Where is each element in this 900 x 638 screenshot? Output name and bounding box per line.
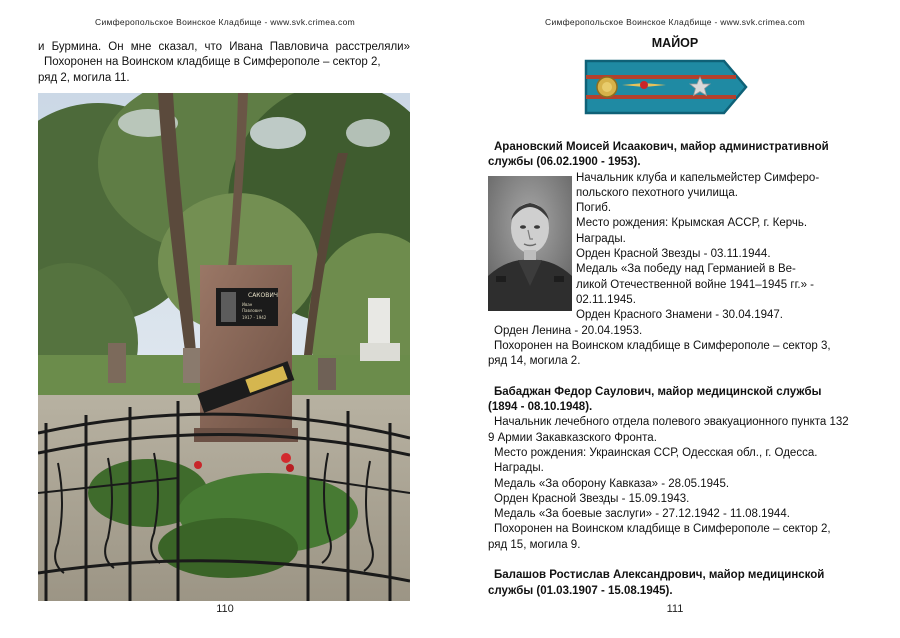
entry-heading: (1894 - 08.10.1948).: [488, 401, 593, 414]
text-line: Место рождения: Крымская АССР, г. Керчь.: [576, 217, 808, 230]
text-line: Награды.: [576, 232, 626, 245]
text-line: ряд 2, могила 11.: [38, 71, 130, 84]
page-number-left: 110: [216, 603, 234, 615]
text-line: Орден Красной Звезды - 15.09.1943.: [494, 492, 690, 505]
left-page-text: [38, 40, 410, 86]
text-line: Награды.: [494, 462, 544, 475]
plaque-name: САКОВИЧ: [248, 292, 278, 299]
plaque-dates: 1917 - 1942: [242, 315, 267, 320]
portrait-photo: [488, 176, 572, 311]
plaque-line1: Иван: [242, 302, 253, 307]
page-number-right: 111: [666, 603, 684, 615]
text-line: ликой Отечественной войне 1941–1945 гг.» -: [576, 278, 815, 291]
entry-heading: службы (01.03.1907 - 15.08.1945).: [488, 584, 673, 597]
text-line: Медаль «За оборону Кавказа» - 28.05.1945.: [494, 477, 730, 490]
plaque-line2: Павлович: [242, 308, 263, 313]
text-line: ряд 15, могила 9.: [488, 538, 581, 551]
entry-heading: службы (06.02.1900 - 1953).: [488, 156, 641, 169]
rank-title: МАЙОР: [651, 36, 699, 50]
running-head-right: Симферопольское Воинское Кладбище - www.svk.crimea.com: [545, 17, 805, 27]
text-line: ряд 14, могила 2.: [488, 355, 581, 368]
text-line: Орден Красной Звезды - 03.11.1944.: [576, 248, 771, 261]
text-line: Погиб.: [576, 202, 612, 215]
text-line: Похоронен на Воинском кладбище в Симферополе – сектор 2,: [44, 56, 381, 69]
text-line: 9 Армии Закавказского Фронта.: [488, 431, 657, 444]
text-line: Орден Ленина - 20.04.1953.: [494, 324, 643, 337]
text-line: Медаль «За победу над Германией в Ве-: [576, 263, 796, 276]
text-line: 02.11.1945.: [576, 293, 636, 306]
text-line: Место рождения: Украинская ССР, Одесская обл., г. Одесса.: [494, 446, 818, 459]
text-line: и Бурмина. Он мне сказал, что Ивана Павловича расстреляли»: [38, 41, 410, 53]
text-line: Начальник лечебного отдела полевого эвакуационного пункта 132: [494, 416, 849, 429]
running-head-left: Симферопольское Воинское Кладбище - www.svk.crimea.com: [95, 17, 355, 27]
shoulder-board-icon: [582, 55, 750, 119]
entry-heading: Арановский Моисей Исаакович, майор административной: [494, 141, 829, 153]
entry-heading: Балашов Ростислав Александрович, майор медицинской: [494, 569, 825, 582]
text-line: Орден Красного Знамени - 30.04.1947.: [576, 309, 783, 322]
entry-heading: Бабаджан Федор Саулович, майор медицинской службы: [494, 385, 822, 398]
text-line: Похоронен на Воинском кладбище в Симферополе – сектор 2,: [494, 523, 831, 536]
text-line: Медаль «За боевые заслуги» - 27.12.1942 - 11.08.1944.: [494, 508, 790, 521]
text-line: Похоронен на Воинском кладбище в Симферополе – сектор 3,: [494, 339, 831, 352]
text-line: польского пехотного училища.: [576, 186, 738, 199]
text-line: Начальник клуба и капельмейстер Симферо-: [576, 171, 820, 184]
grave-photo: [38, 93, 410, 601]
